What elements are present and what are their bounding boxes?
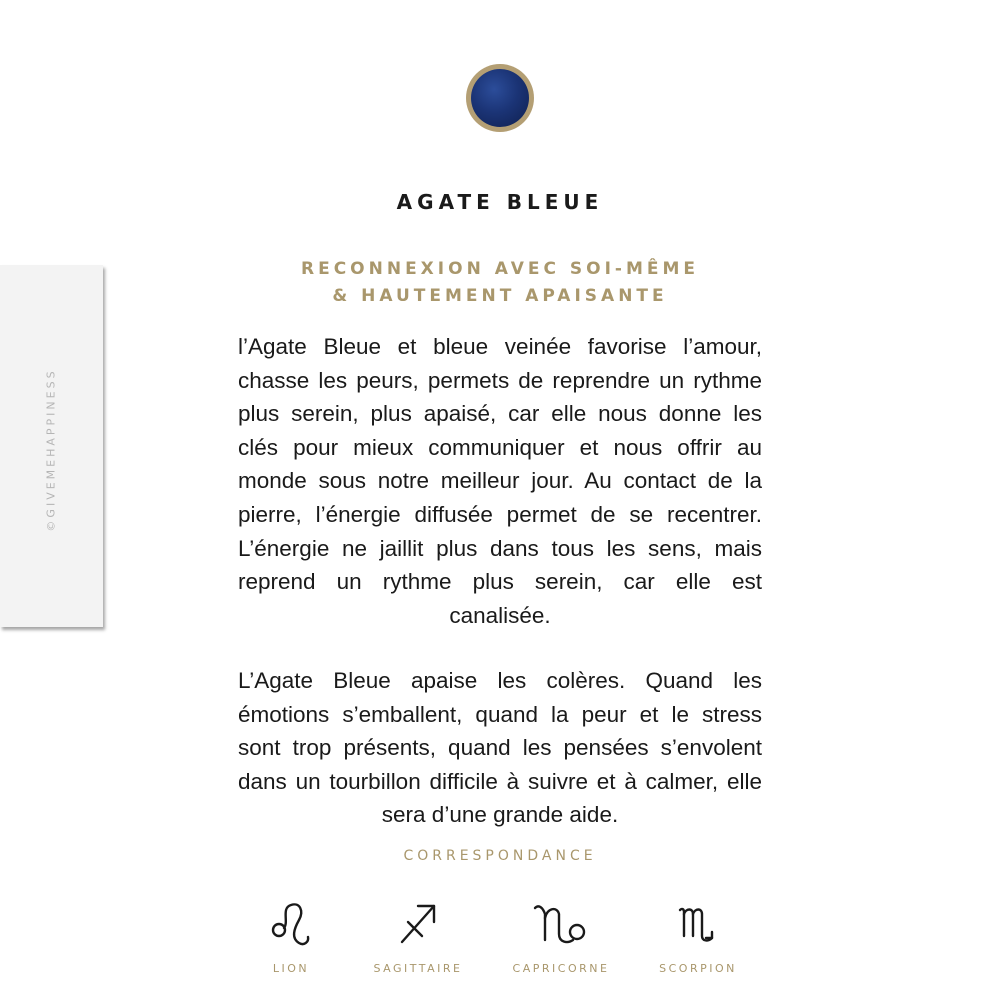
description-paragraph-1: l’Agate Bleue et bleue veinée favorise l’amour, chasse les peurs, permets de reprendre un rythme plus serein, plus apaisé, car elle nous donne les clés pour mieux communiquer et nous offrir au monde sous notre meilleur jour. Au contact de la pierre, l’énergie diffusée permet de se recentrer. L’énergie ne jaillit plus dans tous les sens, mais reprend un rythme plus serein, car elle est canalisée. [238, 334, 762, 628]
scorpio-icon [676, 900, 720, 948]
sign-label-scorpio: SCORPION [659, 962, 737, 975]
sign-label-capricorn: CAPRICORNE [512, 962, 610, 975]
sign-scorpio [628, 900, 768, 980]
sign-label-leo: LION [272, 962, 310, 975]
subtitle-line-2: & HAUTEMENT APAISANTE [332, 286, 668, 306]
leo-icon [269, 900, 313, 948]
capricorn-icon [531, 900, 591, 948]
subtitle-line-1: RECONNEXION AVEC SOI-MÊME [300, 259, 700, 279]
correspondance-heading: CORRESPONDANCE [403, 848, 597, 864]
sagittarius-icon [394, 900, 442, 948]
sign-capricorn [491, 900, 631, 980]
watermark: ©GIVEMEHAPPINESS [44, 368, 58, 532]
sign-label-sagittarius: SAGITTAIRE [373, 962, 463, 975]
blue-agate-stone-icon [466, 64, 534, 132]
stone-image [471, 69, 529, 127]
sign-leo [221, 900, 361, 980]
sign-sagittarius [348, 900, 488, 980]
page-title: AGATE BLEUE [396, 190, 604, 214]
description-paragraph-2: L’Agate Bleue apaise les colères. Quand les émotions s’emballent, quand la peur et le stress sont trop présents, quand les pensées s’envolent dans un tourbillon difficile à suivre et à calmer, elle sera d’une grande aide. [238, 668, 762, 828]
subtitle [0, 256, 1000, 310]
